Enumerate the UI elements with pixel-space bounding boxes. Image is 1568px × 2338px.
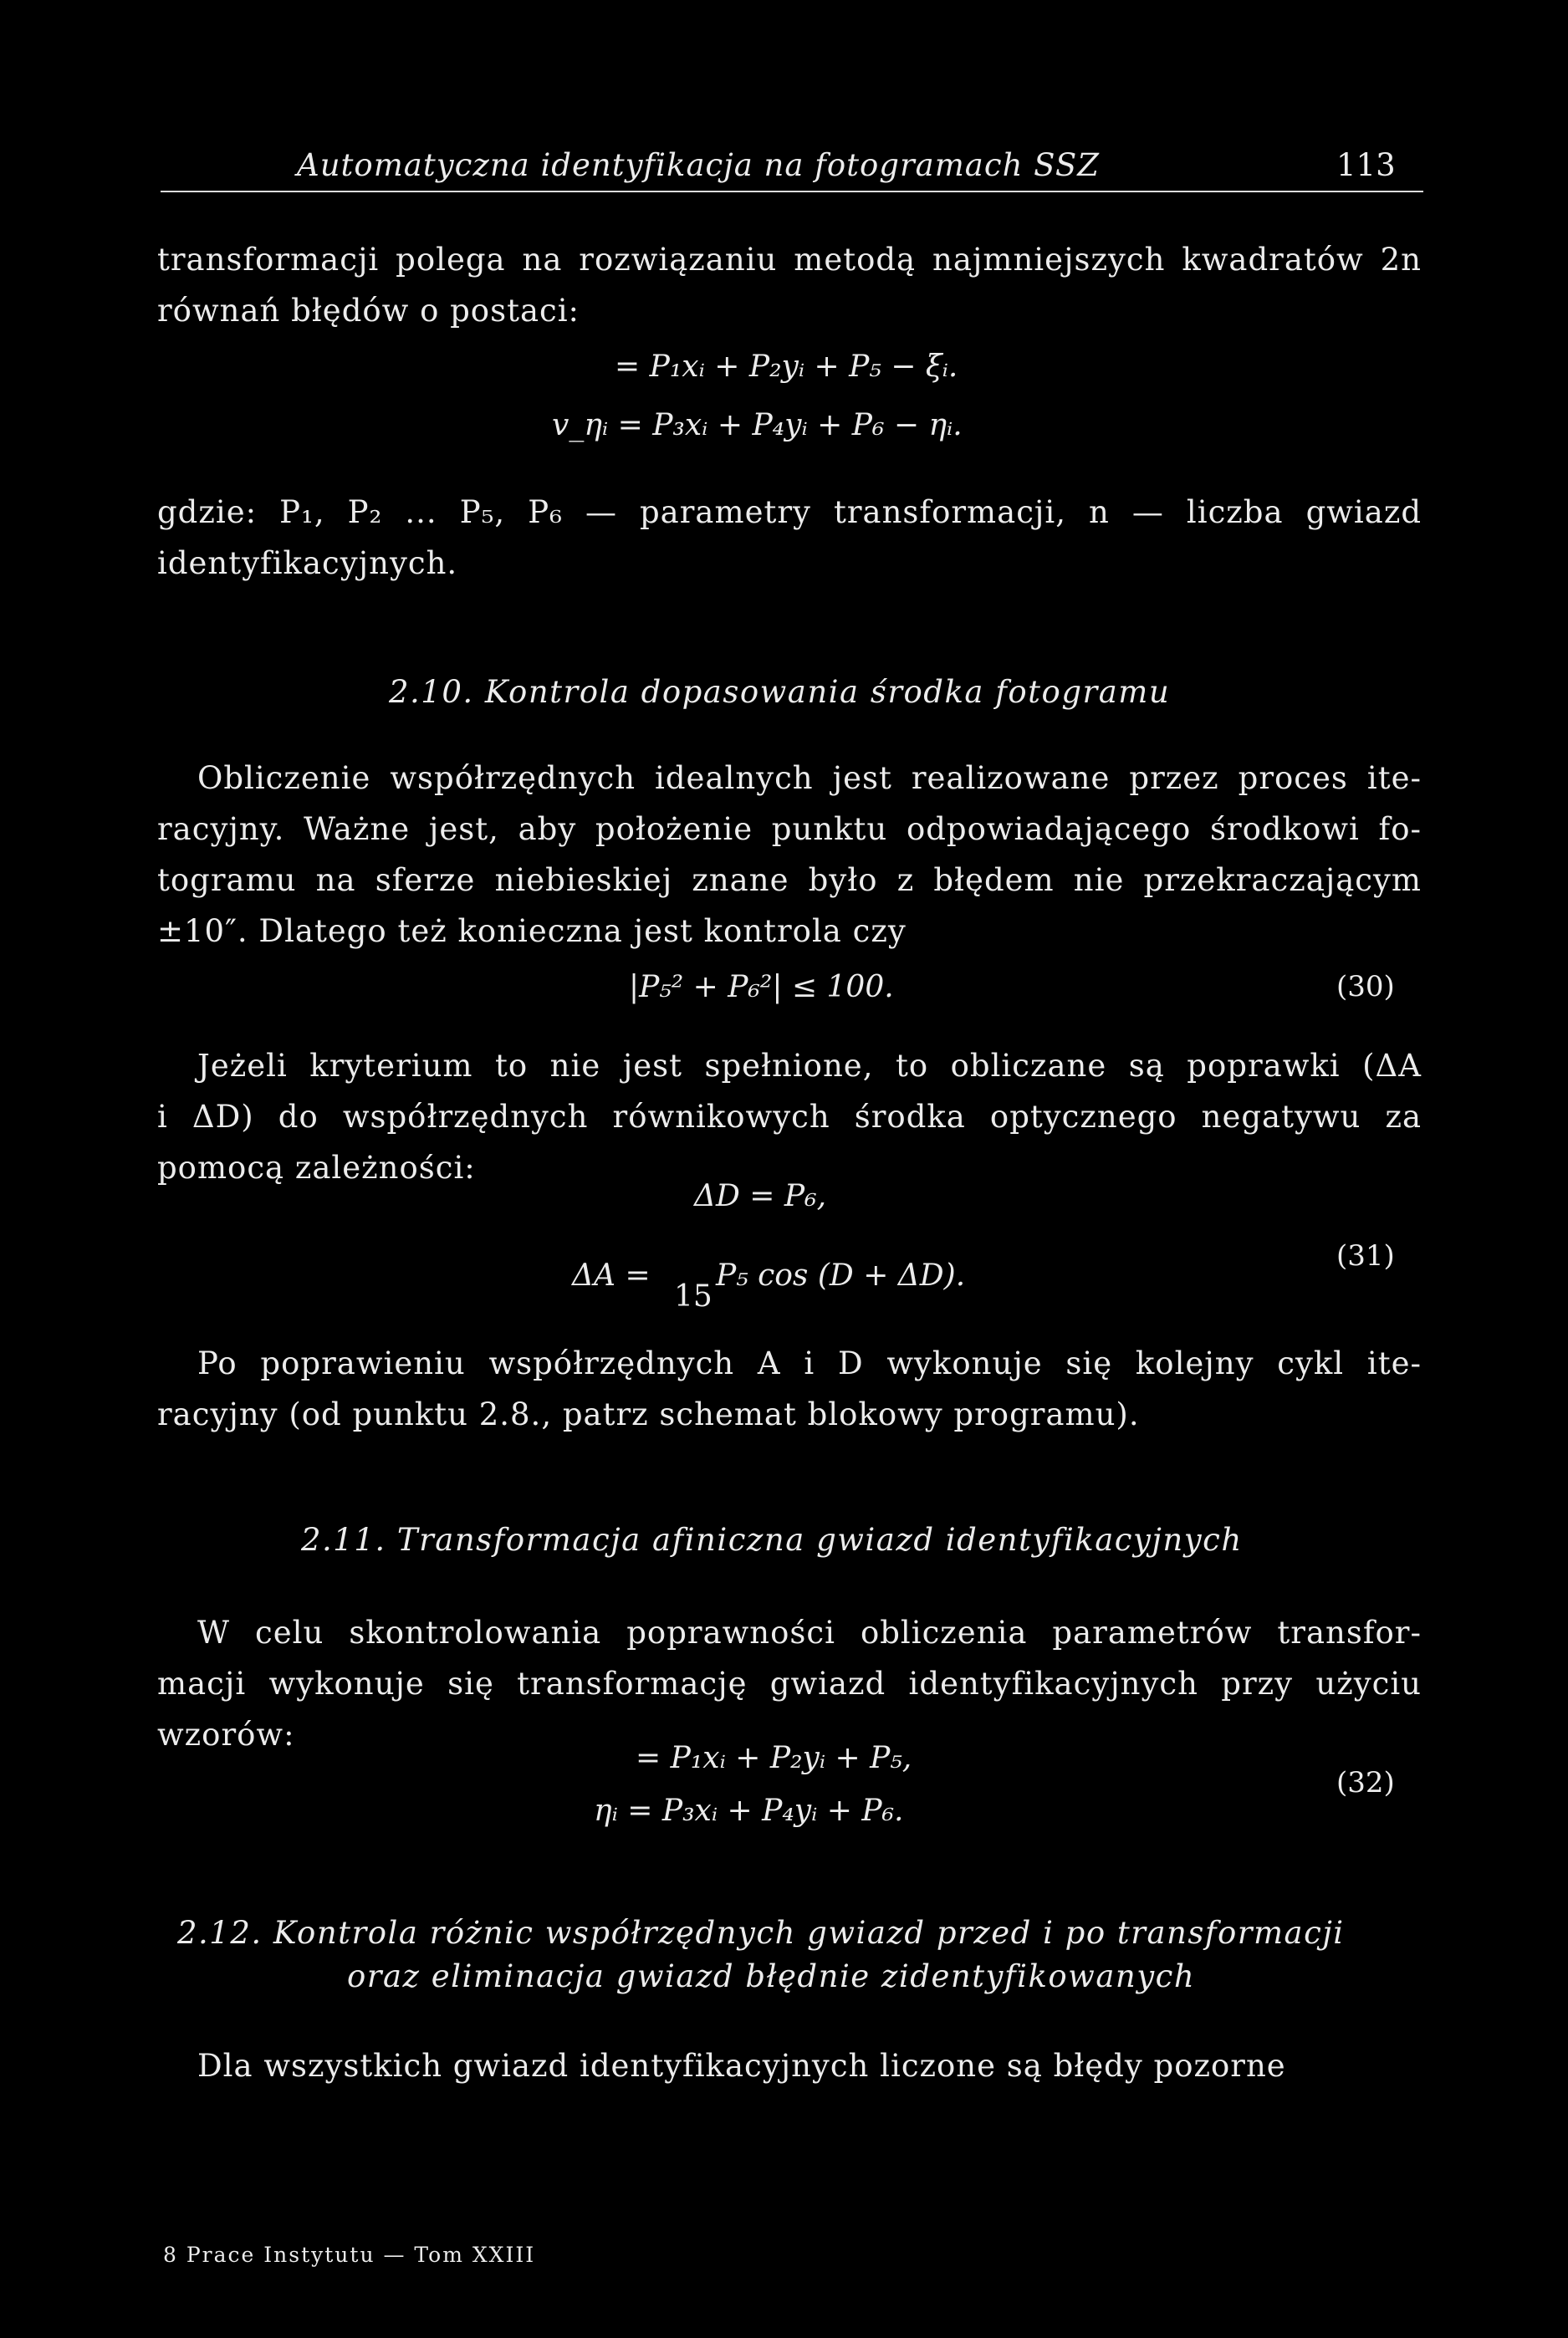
where-line-1: gdzie: P₁, P₂ ... P₅, P₆ — parametry transformacji, n — liczba gwiazd <box>157 494 1422 530</box>
s211-line-1: W celu skontrolowania poprawności obliczenia parametrów transfor- <box>197 1615 1422 1651</box>
equation-32-line-2: ηᵢ = P₃xᵢ + P₄yᵢ + P₆. <box>594 1794 904 1828</box>
error-equation-1: = P₁xᵢ + P₂yᵢ + P₅ − ξᵢ. <box>615 350 958 384</box>
s210-line-6: i ΔD) do współrzędnych równikowych środka optycznego negatywu za <box>157 1099 1422 1135</box>
page-number: 113 <box>1336 147 1396 183</box>
s210-line-3: togramu na sferze niebieskiej znane było z błędem nie przekraczającym <box>157 862 1422 898</box>
section-heading-2-11: 2.11. Transformacja afiniczna gwiazd identyfikacyjnych <box>301 1522 1243 1558</box>
s210-line-9: racyjny (od punktu 2.8., patrz schemat blokowy programu). <box>157 1396 1140 1432</box>
s211-line-2: macji wykonuje się transformację gwiazd identyfikacyjnych przy użyciu <box>157 1666 1422 1702</box>
equation-31-denominator: 15 <box>674 1279 712 1314</box>
equation-31-lhs: ΔA = <box>572 1258 651 1293</box>
s210-line-2: racyjny. Ważne jest, aby położenie punktu odpowiadającego środkowi fo- <box>157 811 1422 847</box>
running-title: Automatyczna identyfikacja na fotogramach SSZ <box>297 147 1100 183</box>
s210-line-7: pomocą zależności: <box>157 1150 476 1186</box>
where-paragraph <box>157 487 1422 589</box>
header-rule <box>161 191 1423 192</box>
equation-32-line-1: = P₁xᵢ + P₂yᵢ + P₅, <box>636 1741 912 1775</box>
section-2-10-paragraph-3 <box>157 1338 1422 1440</box>
equation-31-line-1: ΔD = P₆, <box>694 1179 827 1213</box>
equation-31-rhs: P₅ cos (D + ΔD). <box>716 1258 966 1293</box>
s210-line-1: Obliczenie współrzędnych idealnych jest realizowane przez proces ite- <box>197 760 1422 796</box>
equation-30: |P₅² + P₆²| ≤ 100. <box>629 970 894 1004</box>
s210-line-4: ±10″. Dlatego też konieczna jest kontrola czy <box>157 913 907 949</box>
section-heading-2-10: 2.10. Kontrola dopasowania środka fotogramu <box>389 674 1171 710</box>
equation-number-31: (31) <box>1336 1239 1395 1273</box>
where-line-2: identyfikacyjnych. <box>157 545 458 581</box>
error-equation-2: v_ηᵢ = P₃xᵢ + P₄yᵢ + P₆ − ηᵢ. <box>552 408 963 442</box>
section-2-10-paragraph-2 <box>157 1040 1422 1193</box>
s212-line-1: Dla wszystkich gwiazd identyfikacyjnych liczone są błędy pozorne <box>197 2048 1286 2084</box>
s210-line-5: Jeżeli kryterium to nie jest spełnione, to obliczane są poprawki (ΔA <box>197 1048 1422 1084</box>
section-2-11-paragraph <box>157 1607 1422 1760</box>
s210-line-8: Po poprawieniu współrzędnych A i D wykonuje się kolejny cykl ite- <box>197 1345 1422 1381</box>
section-heading-2-12-line-1: 2.12. Kontrola różnic współrzędnych gwiazd przed i po transformacji <box>177 1915 1345 1951</box>
intro-line-1: transformacji polega na rozwiązaniu metodą najmniejszych kwadratów 2n <box>157 242 1422 278</box>
intro-line-2: równań błędów o postaci: <box>157 293 580 329</box>
equation-number-32: (32) <box>1336 1766 1395 1799</box>
equation-number-30: (30) <box>1336 970 1395 1003</box>
s211-line-3: wzorów: <box>157 1717 295 1753</box>
intro-paragraph <box>157 234 1422 336</box>
section-2-12-paragraph <box>157 2040 1422 2091</box>
printer-footnote: 8 Prace Instytutu — Tom XXIII <box>163 2243 536 2267</box>
section-2-10-paragraph-1 <box>157 753 1422 957</box>
section-heading-2-12-line-2: oraz eliminacja gwiazd błędnie zidentyfikowanych <box>347 1958 1196 1994</box>
